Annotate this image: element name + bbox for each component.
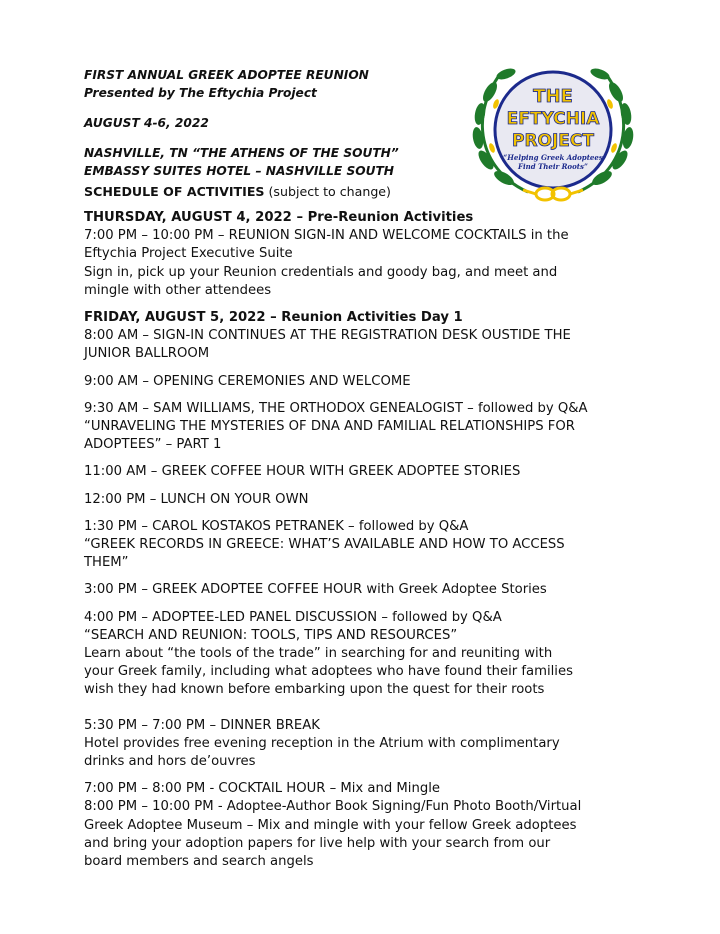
- schedule-line: 7:00 PM – 10:00 PM – REUNION SIGN-IN AND WELCOME COCKTAILS in the: [84, 228, 569, 244]
- schedule-line: and bring your adoption papers for live help with your search from our: [84, 835, 551, 851]
- schedule-line: Greek Adoptee Museum – Mix and mingle with your fellow Greek adoptees: [84, 817, 577, 833]
- event-dates: AUGUST 4-6, 2022: [84, 116, 209, 130]
- schedule-line: 12:00 PM – LUNCH ON YOUR OWN: [84, 491, 309, 507]
- schedule-title-main: SCHEDULE OF ACTIVITIES: [84, 184, 265, 199]
- schedule-line: “GREEK RECORDS IN GREECE: WHAT’S AVAILABLE AND HOW TO ACCESS: [84, 537, 565, 553]
- schedule-line: board members and search angels: [84, 854, 314, 870]
- schedule-line: 11:00 AM – GREEK COFFEE HOUR WITH GREEK ADOPTEE STORIES: [84, 464, 521, 480]
- logo-text-project: PROJECT: [511, 131, 595, 151]
- schedule-line: Hotel provides free evening reception in the Atrium with complimentary: [84, 735, 560, 751]
- logo-text-the: THE: [533, 86, 573, 107]
- schedule-line: 8:00 PM – 10:00 PM - Adoptee-Author Book Signing/Fun Photo Booth/Virtual: [84, 799, 582, 815]
- schedule-item: [84, 373, 644, 391]
- schedule-item: [84, 400, 644, 455]
- schedule-item: [84, 581, 644, 599]
- schedule-title-note: (subject to change): [264, 184, 391, 199]
- schedule-line: 3:00 PM – GREEK ADOPTEE COFFEE HOUR with Greek Adoptee Stories: [84, 582, 547, 598]
- event-title: FIRST ANNUAL GREEK ADOPTEE REUNION: [84, 68, 369, 82]
- schedule-line: your Greek family, including what adoptees who have found their families: [84, 664, 573, 680]
- schedule-line: “UNRAVELING THE MYSTERIES OF DNA AND FAMILIAL RELATIONSHIPS FOR: [84, 419, 575, 435]
- logo-tagline-2: Find Their Roots”: [518, 162, 588, 171]
- schedule-line: 1:30 PM – CAROL KOSTAKOS PETRANEK – followed by Q&A: [84, 518, 469, 534]
- schedule-line: Eftychia Project Executive Suite: [84, 246, 293, 262]
- schedule-line: 9:00 AM – OPENING CEREMONIES AND WELCOME: [84, 373, 411, 389]
- schedule-item: [84, 717, 644, 772]
- knot-icon: [523, 188, 583, 200]
- thursday-section: [84, 209, 644, 300]
- schedule-item: [84, 609, 644, 700]
- schedule-item: [84, 463, 644, 481]
- schedule-line: 5:30 PM – 7:00 PM – DINNER BREAK: [84, 717, 320, 733]
- schedule-line: wish they had known before embarking upon the quest for their roots: [84, 682, 545, 698]
- schedule-line: 7:00 PM – 8:00 PM - COCKTAIL HOUR – Mix and Mingle: [84, 781, 440, 797]
- schedule-line: Learn about “the tools of the trade” in searching for and reuniting with: [84, 646, 553, 662]
- schedule-line: 8:00 AM – SIGN-IN CONTINUES AT THE REGISTRATION DESK OUSTIDE THE: [84, 328, 571, 344]
- schedule-line: JUNIOR BALLROOM: [84, 346, 210, 362]
- schedule-title: [84, 183, 391, 201]
- schedule-line: 4:00 PM – ADOPTEE-LED PANEL DISCUSSION – followed by Q&A: [84, 609, 502, 625]
- schedule-line: mingle with other attendees: [84, 282, 272, 298]
- logo-tagline-1: “Helping Greek Adoptees: [503, 153, 603, 162]
- eftychia-project-logo: [468, 52, 638, 207]
- schedule-line: drinks and hors de’ouvres: [84, 754, 256, 770]
- schedule-line: “SEARCH AND REUNION: TOOLS, TIPS AND RESOURCES”: [84, 627, 458, 643]
- logo-text-eftychia: EFTYCHIA: [506, 109, 600, 129]
- day-heading-thursday: THURSDAY, AUGUST 4, 2022 – Pre-Reunion Activities: [84, 210, 474, 225]
- schedule-item: [84, 491, 644, 509]
- schedule-line: Sign in, pick up your Reunion credentials and goody bag, and meet and: [84, 264, 558, 280]
- event-venue: EMBASSY SUITES HOTEL – NASHVILLE SOUTH: [84, 164, 395, 178]
- schedule-body: [84, 209, 644, 880]
- schedule-item: [84, 518, 644, 573]
- event-city: NASHVILLE, TN “THE ATHENS OF THE SOUTH”: [84, 146, 399, 160]
- schedule-item: [84, 780, 644, 871]
- event-header: [84, 66, 464, 180]
- event-presenter: Presented by The Eftychia Project: [84, 86, 317, 100]
- schedule-line: THEM”: [84, 555, 129, 571]
- schedule-line: 9:30 AM – SAM WILLIAMS, THE ORTHODOX GENEALOGIST – followed by Q&A: [84, 400, 588, 416]
- day-heading-friday: FRIDAY, AUGUST 5, 2022 – Reunion Activities Day 1: [84, 310, 463, 326]
- schedule-line: ADOPTEES” – PART 1: [84, 437, 222, 453]
- friday-signin: [84, 309, 644, 364]
